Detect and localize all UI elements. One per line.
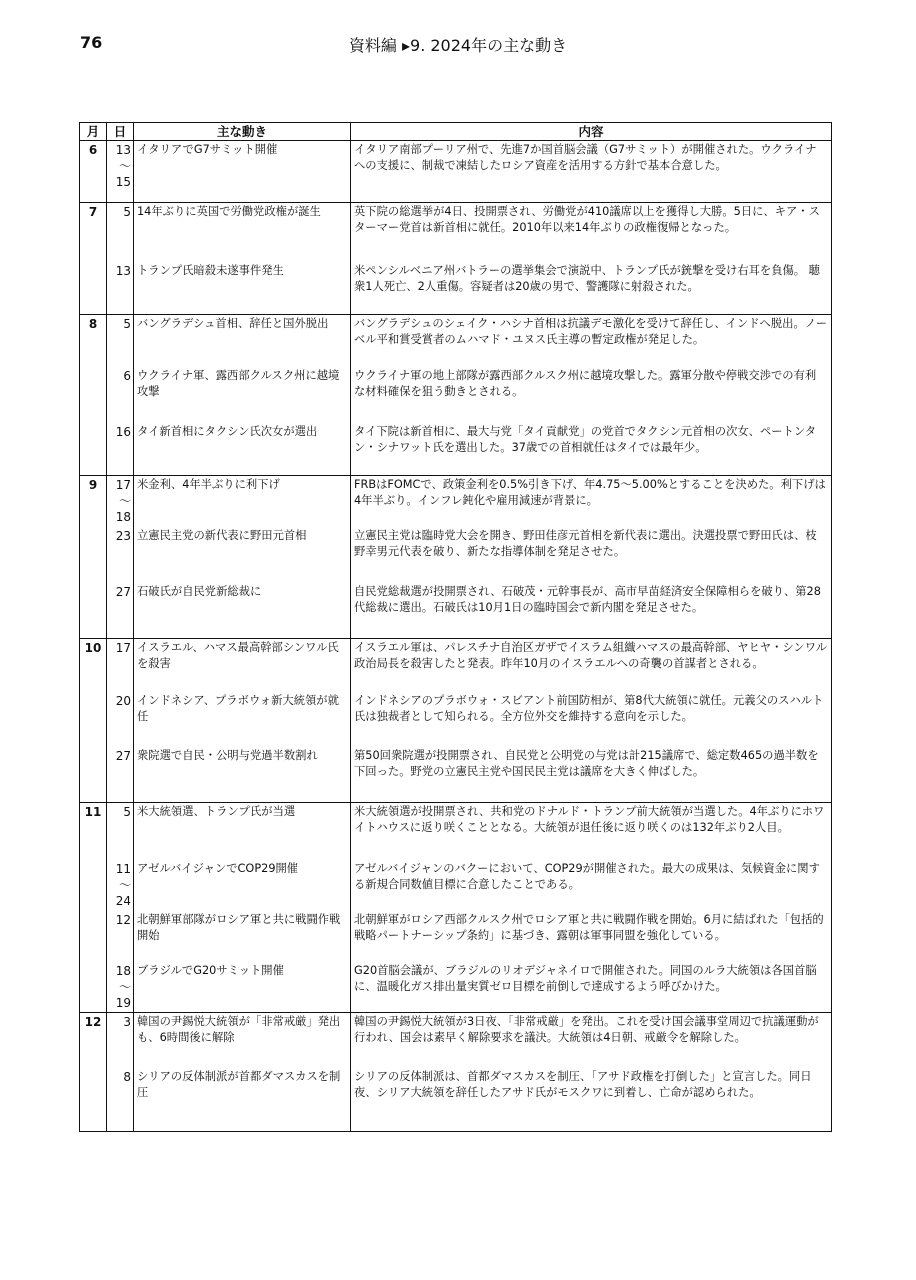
table-row [80,911,832,962]
event-cell: 石破氏が自民党新総裁に [134,583,351,639]
table-row [80,962,832,1013]
day-cell: 5 [107,203,134,262]
event-cell: ブラジルでG20サミット開催 [134,962,351,1013]
event-cell: イスラエル、ハマス最高幹部シンワル氏を殺害 [134,639,351,692]
day-cell: 3 [107,1013,134,1068]
content-cell: インドネシアのプラボウォ・スビアント前国防相が、第8代大統領に就任。元義父のスハルト氏は独裁者として知られる。全方位外交を維持する意向を示した。 [351,692,832,747]
table-row [80,203,832,262]
event-cell: 14年ぶりに英国で労働党政権が誕生 [134,203,351,262]
event-cell: 立憲民主党の新代表に野田元首相 [134,527,351,583]
month-cell: 9 [80,476,107,639]
table-row [80,860,832,911]
table-row [80,1068,832,1132]
event-cell: トランプ氏暗殺未遂事件発生 [134,262,351,315]
table-row [80,141,832,203]
table-row [80,747,832,803]
day-cell: 27 [107,583,134,639]
table-row [80,423,832,476]
event-cell: シリアの反体制派が首都ダマスカスを制圧 [134,1068,351,1132]
event-cell: アゼルバイジャンでCOP29開催 [134,860,351,911]
table-row [80,639,832,692]
events-table [79,122,832,1132]
table-body [80,141,832,1132]
table-row [80,1013,832,1068]
content-cell: 第50回衆院選が投開票され、自民党と公明党の与党は計215議席で、総定数465の過半数を下回った。野党の立憲民主党や国民民主党は議席を大きく伸ばした。 [351,747,832,803]
day-cell: 17 [107,639,134,692]
page-title: 資料編 ▸9. 2024年の主な動き [348,36,568,55]
event-cell: タイ新首相にタクシン氏次女が選出 [134,423,351,476]
day-cell: 27 [107,747,134,803]
month-cell: 11 [80,803,107,1013]
day-cell: 12 [107,911,134,962]
content-cell: 立憲民主党は臨時党大会を開き、野田佳彦元首相を新代表に選出。決選投票で野田氏は、枝野幸男元代表を破り、新たな指導体制を発足させた。 [351,527,832,583]
event-cell: バングラデシュ首相、辞任と国外脱出 [134,315,351,367]
day-cell: 17 〜 18 [107,476,134,527]
day-cell: 16 [107,423,134,476]
event-cell: 米金利、4年半ぶりに利下げ [134,476,351,527]
day-cell: 8 [107,1068,134,1132]
table-row [80,367,832,423]
content-cell: イタリア南部プーリア州で、先進7か国首脳会議（G7サミット）が開催された。ウクライナへの支援に、制裁で凍結したロシア資産を活用する方針で基本合意した。 [351,141,832,203]
day-cell: 18 〜 19 [107,962,134,1013]
day-cell: 20 [107,692,134,747]
content-cell: シリアの反体制派は、首都ダマスカスを制圧、「アサド政権を打倒した」と宣言した。同日夜、シリア大統領を辞任したアサド氏がモスクワに到着し、亡命が認められた。 [351,1068,832,1132]
content-cell: 英下院の総選挙が4日、投開票され、労働党が410議席以上を獲得し大勝。5日に、キア・スターマー党首は新首相に就任。2010年以来14年ぶりの政権復帰となった。 [351,203,832,262]
content-cell: 自民党総裁選が投開票され、石破茂・元幹事長が、高市早苗経済安全保障相らを破り、第28代総裁に選出。石破氏は10月1日の臨時国会で新内閣を発足させた。 [351,583,832,639]
event-cell: ウクライナ軍、露西部クルスク州に越境攻撃 [134,367,351,423]
table-row [80,692,832,747]
content-cell: 米ペンシルベニア州バトラーの選挙集会で演説中、トランプ氏が銃撃を受け右耳を負傷。 聴衆1人死亡、2人重傷。容疑者は20歳の男で、警護隊に射殺された。 [351,262,832,315]
content-cell: ウクライナ軍の地上部隊が露西部クルスク州に越境攻撃した。露軍分散や停戦交渉での有利な材料確保を狙う動きとされる。 [351,367,832,423]
day-cell: 5 [107,803,134,860]
content-cell: G20首脳会議が、ブラジルのリオデジャネイロで開催された。同国のルラ大統領は各国首脳に、温暖化ガス排出量実質ゼロ目標を前倒しで達成するよう呼びかけた。 [351,962,832,1013]
event-cell: 衆院選で自民・公明与党過半数割れ [134,747,351,803]
month-cell: 6 [80,141,107,203]
table-row [80,262,832,315]
event-cell: 北朝鮮軍部隊がロシア軍と共に戦闘作戦開始 [134,911,351,962]
content-cell: イスラエル軍は、パレスチナ自治区ガザでイスラム組織ハマスの最高幹部、ヤヒヤ・シンワル政治局長を殺害したと発表。昨年10月のイスラエルへの奇襲の首謀者とされる。 [351,639,832,692]
table-row [80,583,832,639]
table-header-row [80,123,832,141]
event-cell: 米大統領選、トランプ氏が当選 [134,803,351,860]
month-cell: 12 [80,1013,107,1132]
day-cell: 23 [107,527,134,583]
content-cell: バングラデシュのシェイク・ハシナ首相は抗議デモ激化を受けて辞任し、インドへ脱出。ノーベル平和賞受賞者のムハマド・ユヌス氏主導の暫定政権が発足した。 [351,315,832,367]
month-cell: 8 [80,315,107,476]
column-header-content: 内容 [351,123,832,141]
day-cell: 11 〜 24 [107,860,134,911]
content-cell: 韓国の尹錫悦大統領が3日夜、「非常戒厳」を発出。これを受け国会議事堂周辺で抗議運動が行われ、国会は素早く解除要求を議決。大統領は4日朝、戒厳令を解除した。 [351,1013,832,1068]
day-cell: 5 [107,315,134,367]
day-cell: 13 [107,262,134,315]
content-cell: 北朝鮮軍がロシア西部クルスク州でロシア軍と共に戦闘作戦を開始。6月に結ばれた「包括的戦略パートナーシップ条約」に基づき、露朝は軍事同盟を強化している。 [351,911,832,962]
column-header-event: 主な動き [134,123,351,141]
table-row [80,476,832,527]
table-row [80,315,832,367]
event-cell: 韓国の尹錫悦大統領が「非常戒厳」発出も、6時間後に解除 [134,1013,351,1068]
event-cell: インドネシア、プラボウォ新大統領が就任 [134,692,351,747]
content-cell: タイ下院は新首相に、最大与党「タイ貢献党」の党首でタクシン元首相の次女、ペートンタン・シナワット氏を選出した。37歳での首相就任はタイでは最年少。 [351,423,832,476]
content-cell: 米大統領選が投開票され、共和党のドナルド・トランプ前大統領が当選した。4年ぶりにホワイトハウスに返り咲くこととなる。大統領が退任後に返り咲くのは132年ぶり2人目。 [351,803,832,860]
content-cell: FRBはFOMCで、政策金利を0.5%引き下げ、年4.75〜5.00%とすることを決めた。利下げは4年半ぶり。インフレ鈍化や雇用減速が背景に。 [351,476,832,527]
day-cell: 13 〜 15 [107,141,134,203]
month-cell: 7 [80,203,107,315]
column-header-month: 月 [80,123,107,141]
content-cell: アゼルバイジャンのバクーにおいて、COP29が開催された。最大の成果は、気候資金に関する新規合同数値目標に合意したことである。 [351,860,832,911]
month-cell: 10 [80,639,107,803]
day-cell: 6 [107,367,134,423]
table-row [80,527,832,583]
column-header-day: 日 [107,123,134,141]
table-row [80,803,832,860]
page-number: 76 [80,33,103,52]
event-cell: イタリアでG7サミット開催 [134,141,351,203]
